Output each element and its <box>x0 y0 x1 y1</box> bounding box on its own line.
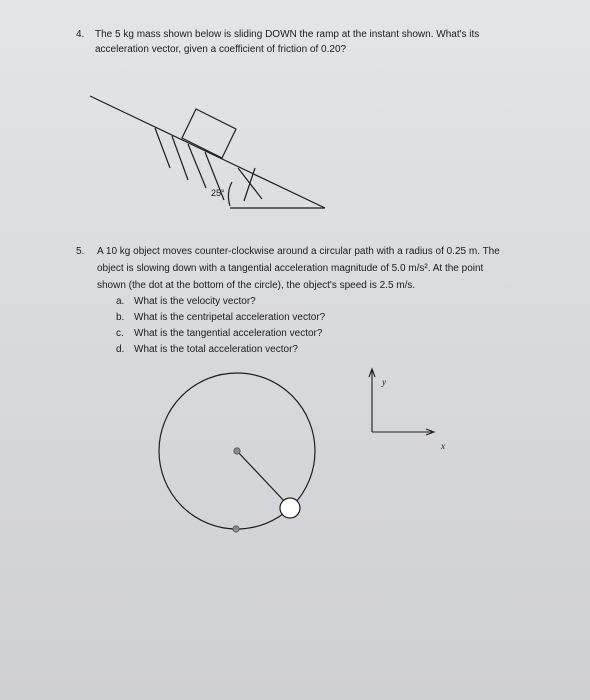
q5-part-c-letter: c. <box>116 328 124 339</box>
q5-part-b-text: What is the centripetal acceleration vector? <box>134 312 326 323</box>
hatch-2 <box>172 136 188 180</box>
axes <box>369 369 434 435</box>
circle-diagram <box>159 373 315 532</box>
q5-part-b-letter: b. <box>116 312 125 323</box>
q5-part-d-letter: d. <box>116 344 125 355</box>
radius-line <box>237 451 286 503</box>
q5-part-d-text: What is the total acceleration vector? <box>134 344 298 355</box>
q5-line-3: shown (the dot at the bottom of the circle), the object's speed is 2.5 m/s. <box>97 280 416 291</box>
angle-label: 25° <box>211 188 225 198</box>
hatch-1 <box>155 128 170 168</box>
y-axis-label: y <box>382 377 386 387</box>
hatch-6 <box>244 168 255 201</box>
q5-part-a-text: What is the velocity vector? <box>134 296 256 307</box>
q4-line-2: acceleration vector, given a coefficient of friction of 0.20? <box>95 44 347 55</box>
q5-part-a-letter: a. <box>116 296 125 307</box>
end-circle <box>280 498 300 518</box>
ramp-incline-line <box>90 96 325 208</box>
q5-part-c-text: What is the tangential acceleration vector? <box>134 328 323 339</box>
q5-number: 5. <box>76 246 85 257</box>
q4-number: 4. <box>76 29 85 40</box>
q5-line-1: A 10 kg object moves counter-clockwise around a circular path with a radius of 0.25 m. The <box>97 246 500 257</box>
q4-line-1: The 5 kg mass shown below is sliding DOWN the ramp at the instant shown. What's its <box>95 29 480 40</box>
ramp-diagram <box>90 96 325 208</box>
angle-arc <box>228 182 232 206</box>
q5-line-2: object is slowing down with a tangential acceleration magnitude of 5.0 m/s². At the point <box>97 263 484 274</box>
center-dot <box>234 448 240 454</box>
object-dot <box>233 526 239 532</box>
x-axis-label: x <box>441 441 445 451</box>
